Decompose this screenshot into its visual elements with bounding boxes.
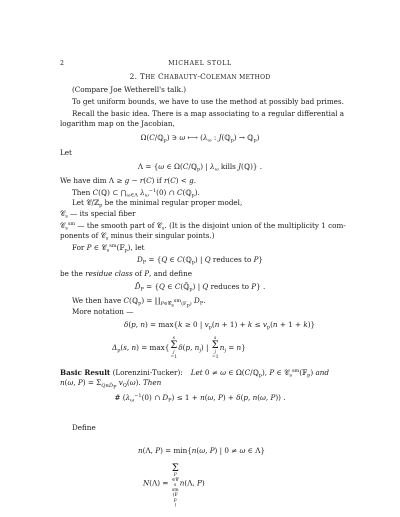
model-text: Let 𝒞/ℤ$_p$ be the minimal regular proper model,	[72, 198, 243, 209]
equation-residue-class-bar: $D̄_P = \{Q$ ∈ $C(ℚ̄_p)$ | Q reduces to P} .	[134, 282, 266, 293]
equation-delta: δ(p, n) = max{k ≥ 0 | $v_p(n + 1) + k \le v_p(n + 1 + k)$}	[124, 320, 316, 331]
dim-text: We have dim Λ ≥ g − r(C) if r(C) < g.	[60, 176, 196, 185]
equation-lambda: Λ = {ω ∈ Ω(C/ℚ$_p$) | $\lambda_\omega$ kills J(ℚ)} .	[137, 162, 263, 173]
residue-class-text: be the residue class of P, and define	[60, 269, 192, 278]
special-fiber-text: 𝒞$_s$ — its special fiber	[60, 209, 136, 220]
intersection-text: Then C(ℚ) ⊂ $⋂_{\omega\in\Lambda}$ $\lambda_\omega^{-1}(0)$ ∩ C(ℚ$_p$).	[72, 188, 200, 199]
equation-Delta: $\Delta_p(s$, n) = max{ s Σ j =1 δ(p, $n_j$) | s Σ j =1 $n_j = n$}	[112, 336, 246, 360]
basic-result-line-2: n(ω, $P) = \Sigma_{Q\in D̄P}$ $v_Q(\omega)$. Then	[60, 378, 162, 390]
recall-line-1: Recall the basic idea. There is a map associating to a regular differential a	[72, 109, 345, 118]
equation-n-lambda: n(Λ, P) = min{n(ω, P) | 0 ≠ ω ∈ Λ}	[138, 446, 266, 455]
let-text: Let	[60, 148, 72, 157]
page-number: 2	[60, 60, 65, 67]
notation-text: More notation —	[72, 307, 134, 316]
compare-note: (Compare Joe Wetherell's talk.)	[72, 85, 187, 94]
basic-result-line-1: Basic Result (Lorenzini-Tucker): Let 0 ≠ ω ∈ Ω(C/ℚ$_p$), P ∈ 𝒞$_s^{sm}$(𝔽$_p$) and	[60, 368, 329, 379]
components-text: ponents of 𝒞$_s$ minus their singular points.)	[60, 231, 215, 242]
equation-bound: # ($\lambda_\omega^{-1}(0)$ ∩ $D_P) \le 1 + n(\omega$, P) + δ(p, n(ω, P)) .	[114, 393, 286, 404]
section-title: 2. THE CHABAUTY-COLEMAN METHOD	[129, 72, 271, 81]
recall-line-2: logarithm map on the Jacobian,	[60, 119, 175, 128]
define-label: Define	[72, 423, 96, 432]
equation-N-lambda: N(Λ) = Σ P ∈𝒞 s sm (𝔽 p ) n(Λ, P)	[143, 463, 205, 508]
for-p-text: For P ∈ 𝒞$_s^{sm}$(𝔽$_p$), let	[72, 243, 145, 254]
uniform-bounds-text: To get uniform bounds, we have to use the method at possibly bad primes.	[72, 97, 344, 106]
disjoint-union-text: We then have C(ℚ$_p$) = $∐_{P\in 𝒞ssm(𝔽p)}$ $D_P$.	[72, 296, 206, 308]
equation-log-map: Ω(C/ℚ$_p$) ∋ ω ⟼ ($\lambda_\omega$ : J(ℚ$_p$) → ℚ$_p$)	[140, 133, 260, 144]
running-head: MICHAEL STOLL	[168, 60, 232, 67]
smooth-part-text: 𝒞$_s^{sm}$ — the smooth part of 𝒞$_s$. (It is the disjoint union of the multiplicity 1 com-	[60, 221, 346, 232]
basic-result-attribution: (Lorenzini-Tucker):	[112, 368, 183, 377]
basic-result-label: Basic Result	[60, 368, 111, 377]
equation-residue-class: $D_P = \{Q$ ∈ C(ℚ$_p$) | Q reduces to P}	[137, 255, 263, 266]
